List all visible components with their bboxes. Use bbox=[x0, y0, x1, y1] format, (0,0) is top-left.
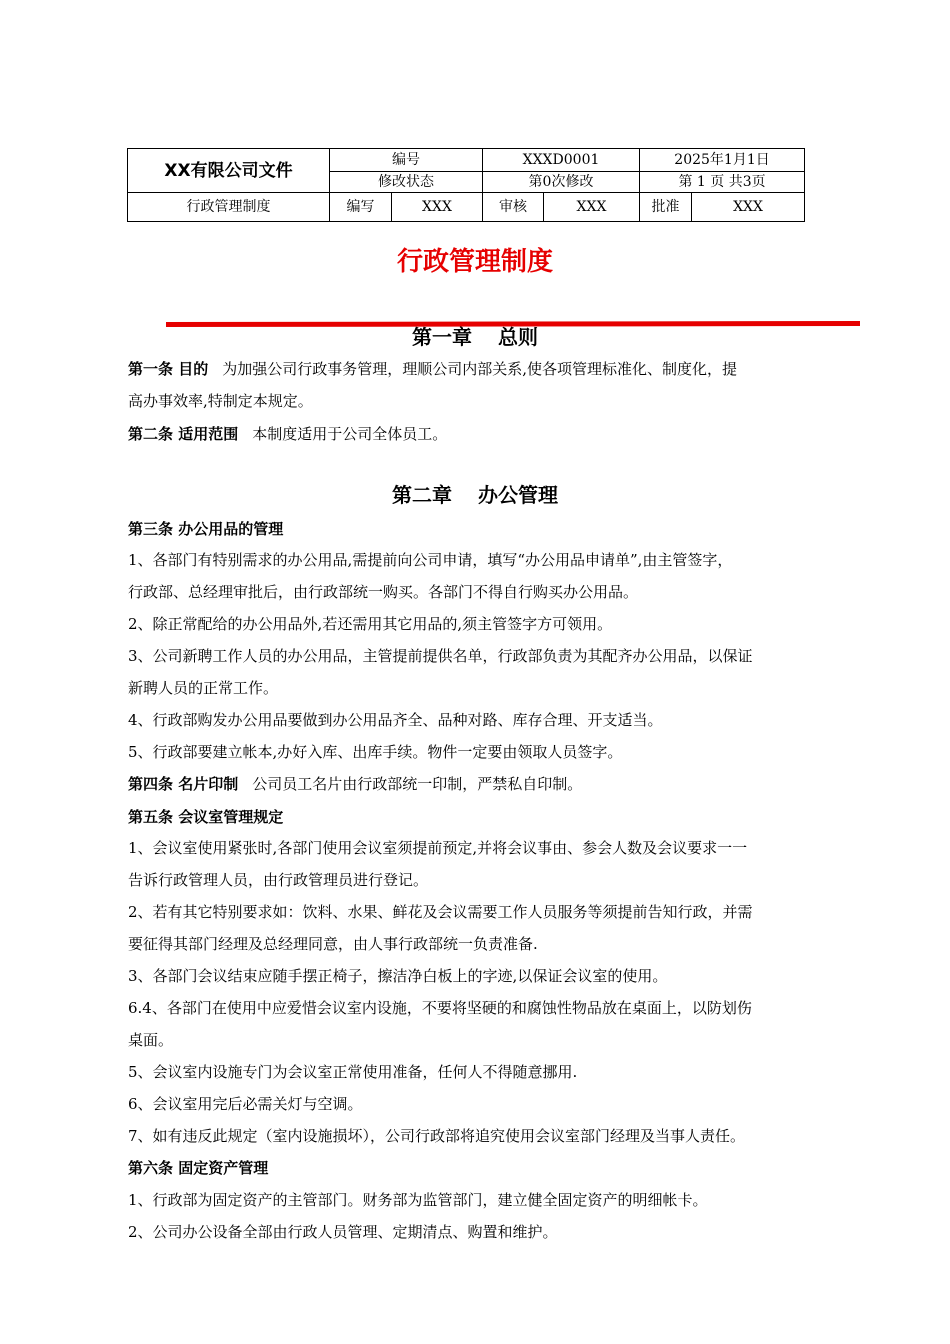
writer-value: XXX bbox=[392, 193, 483, 222]
article-text: 为加强公司行政事务管理，理顺公司内部关系,使各项管理标准化、制度化，提 bbox=[222, 360, 738, 378]
paragraph-line: 1、会议室使用紧张时,各部门使用会议室须提前预定,并将会议事由、参会人数及会议要求一一 bbox=[128, 839, 748, 857]
paragraph-line: 6.4、各部门在使用中应爱惜会议室内设施，不要将坚硬的和腐蚀性物品放在桌面上，以防划伤 bbox=[128, 999, 752, 1017]
paragraph-line: 5、会议室内设施专门为会议室正常使用准备，任何人不得随意挪用. bbox=[128, 1063, 578, 1081]
article-text: 公司员工名片由行政部统一印制，严禁私自印制。 bbox=[252, 775, 583, 793]
revision-label: 修改状态 bbox=[330, 172, 483, 193]
article-4 bbox=[128, 774, 828, 794]
article-1 bbox=[128, 359, 828, 379]
article-text: 本制度适用于公司全体员工。 bbox=[252, 425, 448, 443]
paragraph-line: 3、各部门会议结束应随手摆正椅子，擦洁净白板上的字迹,以保证会议室的使用。 bbox=[128, 967, 668, 985]
document-title: 行政管理制度 bbox=[396, 247, 553, 277]
paragraph-line: 1、各部门有特别需求的办公用品,需提前向公司申请，填写“办公用品申请单”,由主管签字， bbox=[128, 551, 733, 569]
paragraph-line: 告诉行政管理人员，由行政管理员进行登记。 bbox=[128, 871, 429, 889]
paragraph-line: 6、会议室用完后必需关灯与空调。 bbox=[128, 1095, 363, 1113]
approver-value: XXX bbox=[692, 193, 805, 222]
chapter-name: 办公管理 bbox=[478, 483, 558, 507]
paragraph-line: 7、如有违反此规定（室内设施损坏），公司行政部将追究使用会议室部门经理及当事人责任。 bbox=[128, 1127, 746, 1145]
article-2 bbox=[128, 424, 828, 444]
approver-label: 批准 bbox=[640, 193, 692, 222]
article-heading: 第一条 目的 bbox=[128, 360, 209, 378]
document-header-table bbox=[127, 148, 805, 222]
chapter-name: 总则 bbox=[498, 325, 538, 349]
article-6-heading: 第六条 固定资产管理 bbox=[128, 1159, 269, 1177]
reviewer-label: 审核 bbox=[483, 193, 544, 222]
paragraph-line: 3、公司新聘工作人员的办公用品，主管提前提供名单，行政部负责为其配齐办公用品，以保证 bbox=[128, 647, 753, 665]
paragraph-line: 2、公司办公设备全部由行政人员管理、定期清点、购置和维护。 bbox=[128, 1223, 558, 1241]
chapter-number: 第一章 bbox=[412, 325, 472, 349]
reviewer-value: XXX bbox=[544, 193, 640, 222]
company-name: XX有限公司文件 bbox=[128, 149, 330, 193]
page-info: 第 1 页 共3页 bbox=[640, 172, 805, 193]
paragraph-line: 桌面。 bbox=[128, 1031, 174, 1049]
paragraph-line: 行政部、总经理审批后，由行政部统一购买。各部门不得自行购买办公用品。 bbox=[128, 583, 639, 601]
chapter-1-heading bbox=[0, 324, 950, 350]
article-heading: 第二条 适用范围 bbox=[128, 425, 239, 443]
article-heading: 第四条 名片印制 bbox=[128, 775, 239, 793]
paragraph-line: 新聘人员的正常工作。 bbox=[128, 679, 279, 697]
issue-date: 2025年1月1日 bbox=[640, 149, 805, 172]
paragraph-line: 2、除正常配给的办公用品外,若还需用其它用品的,须主管签字方可领用。 bbox=[128, 615, 613, 633]
paragraph-line: 1、行政部为固定资产的主管部门。财务部为监管部门，建立健全固定资产的明细帐卡。 bbox=[128, 1191, 708, 1209]
article-5-heading: 第五条 会议室管理规定 bbox=[128, 808, 284, 826]
writer-label: 编写 bbox=[330, 193, 392, 222]
paragraph-line: 5、行政部要建立帐本,办好入库、出库手续。物件一定要由领取人员签字。 bbox=[128, 743, 623, 761]
number-label: 编号 bbox=[330, 149, 483, 172]
chapter-number: 第二章 bbox=[392, 483, 452, 507]
number-value: XXXD0001 bbox=[483, 149, 640, 172]
article-1-cont: 高办事效率,特制定本规定。 bbox=[128, 392, 313, 410]
paragraph-line: 4、行政部购发办公用品要做到办公用品齐全、品种对路、库存合理、开支适当。 bbox=[128, 711, 663, 729]
paragraph-line: 要征得其部门经理及总经理同意，由人事行政部统一负责准备. bbox=[128, 935, 538, 953]
doc-name: 行政管理制度 bbox=[128, 193, 330, 222]
article-3-heading: 第三条 办公用品的管理 bbox=[128, 520, 284, 538]
revision-value: 第0次修改 bbox=[483, 172, 640, 193]
chapter-2-heading bbox=[0, 482, 950, 508]
paragraph-line: 2、若有其它特别要求如：饮料、水果、鲜花及会议需要工作人员服务等须提前告知行政，并需 bbox=[128, 903, 753, 921]
